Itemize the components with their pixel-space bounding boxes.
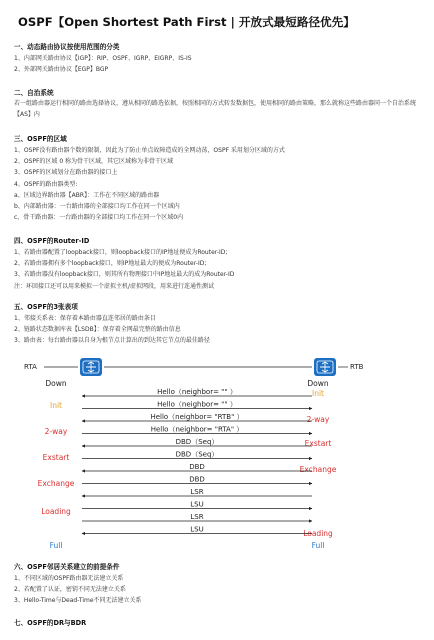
section-heading: 四、OSPF的Router-ID bbox=[14, 237, 90, 245]
state-label-right-exchange: Exchange bbox=[299, 465, 337, 474]
list-item: 1、邻接关系表：保存着本路由器直连邻居的路由条目 bbox=[14, 315, 156, 322]
list-item: 2、链路状态数据库表【LSDB】：保存着全网最完整的路由信息 bbox=[14, 326, 181, 334]
section-heading: 一、动态路由协议按使用范围的分类 bbox=[14, 43, 120, 51]
section-as bbox=[14, 88, 424, 120]
section-router-id bbox=[14, 236, 424, 292]
message-label: LSR bbox=[190, 513, 204, 521]
section-three-tables bbox=[14, 302, 424, 347]
section-neighbor-conditions bbox=[14, 562, 424, 607]
message-label: Hello（neighbor= "" ） bbox=[157, 388, 237, 396]
state-label-left-exstart: Exstart bbox=[42, 453, 70, 462]
section-heading: 二、自治系统 bbox=[14, 89, 54, 97]
section-igp-egp bbox=[14, 42, 424, 75]
section-heading: 三、OSPF的区域 bbox=[14, 135, 67, 143]
message-label: Hello（neighbor= "RTB" ） bbox=[150, 413, 244, 421]
section-heading: 六、OSPF邻居关系建立的前提条件 bbox=[14, 563, 120, 571]
router-label-rtb: RTB bbox=[350, 363, 364, 371]
list-item: 4、OSPF的路由器类型: bbox=[14, 180, 78, 188]
page-title: OSPF【Open Shortest Path First | 开放式最短路径优先】 bbox=[18, 15, 355, 29]
message-label: Hello（neighbor= "RTA" ） bbox=[150, 425, 244, 434]
state-label-left-2way: 2-way bbox=[44, 427, 68, 436]
list-item: 1、OSPF没有路由器个数的限制，因此为了防止单点故障造成的全网动荡，OSPF 采用划分区域的方式 bbox=[14, 147, 285, 154]
section-heading: 五、OSPF的3张表项 bbox=[14, 303, 78, 311]
section-ospf-area bbox=[14, 134, 424, 223]
list-item: 注：环回接口还可以用来模拟一个虚拟主机/虚拟网段，用来进行连通性测试 bbox=[14, 282, 215, 290]
message-sequence bbox=[82, 388, 312, 534]
list-item: c、骨干路由器：一台路由器的全部接口均工作在同一个区域0内 bbox=[14, 214, 184, 222]
list-item: 1、若路由器配置了loopback接口，则loopback接口的IP地址便成为Router-ID; bbox=[14, 249, 228, 256]
section-heading: 七、OSPF的DR与BDR bbox=[14, 619, 87, 627]
section-dr-bdr bbox=[14, 618, 424, 629]
router-label-rta: RTA bbox=[24, 363, 37, 371]
state-label-left-init: Init bbox=[50, 401, 62, 410]
message-label: DBD bbox=[189, 463, 205, 471]
list-item: 2、若路由器拥有多个loopback接口，则IP地址最大的便成为Router-ID; bbox=[14, 260, 207, 268]
state-label-right-2way: 2-way bbox=[306, 415, 330, 424]
message-label: LSR bbox=[190, 488, 204, 496]
list-item: 3、OSPF的区域划分在路由器的接口上 bbox=[14, 169, 118, 177]
list-item: 2、OSPF的区域 0 称为骨干区域，其它区域称为非骨干区域 bbox=[14, 158, 174, 166]
list-item: 3、若路由器没有loopback接口，则其所有物理接口中IP地址最大的成为Router-ID bbox=[14, 271, 235, 279]
state-label-left-loading: Loading bbox=[41, 507, 71, 516]
state-label-right-init: Init bbox=[312, 389, 324, 398]
list-item: 3、Hello-Time与Dead-Time不同无法建立关系 bbox=[14, 597, 142, 605]
state-label-left-full: Full bbox=[49, 541, 63, 550]
state-label-right-down: Down bbox=[307, 379, 329, 388]
list-item: 3、路由表：每台路由器以自身为根节点计算出的到达其它节点的最佳路径 bbox=[14, 337, 210, 345]
router-icon bbox=[80, 358, 102, 376]
ospf-neighbor-diagram bbox=[0, 356, 434, 556]
message-label: DBD（Seq） bbox=[175, 450, 219, 459]
message-label: LSU bbox=[190, 525, 204, 534]
list-item: 2、若配置了认证，密钥不同无法建立关系 bbox=[14, 586, 126, 594]
state-label-right-loading: Loading bbox=[303, 529, 333, 538]
state-label-right-exstart: Exstart bbox=[304, 439, 332, 448]
state-label-right-full: Full bbox=[311, 541, 325, 550]
message-label: DBD bbox=[189, 475, 205, 484]
state-label-left-exchange: Exchange bbox=[37, 479, 75, 488]
state-label-left-down: Down bbox=[45, 379, 67, 388]
list-item: 1、不同区域的OSPF路由器无法建立关系 bbox=[14, 575, 124, 582]
message-label: DBD（Seq） bbox=[175, 438, 219, 446]
paragraph: 若一组路由器运行相同的路由选择协议，遵从相同的路选依据，按照相同的方式转发数据包，使用相同的路由策略，那么就称这些路由器同一个自治系统【AS】内 bbox=[14, 100, 417, 118]
diagram-canvas bbox=[0, 356, 434, 556]
list-item: 1、内部网关路由协议【IGP】：RIP、OSPF、IGRP、EIGRP、IS-IS bbox=[14, 55, 192, 62]
message-label: LSU bbox=[190, 500, 204, 509]
list-item: b、内部路由器：一台路由器的全部接口均工作在同一个区域内 bbox=[14, 203, 180, 211]
list-item: a、区域边界路由器【ABR】：工作在不同区域的路由器 bbox=[14, 191, 160, 199]
message-label: Hello（neighbor= "" ） bbox=[157, 400, 237, 409]
list-item: 2、外部网关路由协议【EGP】BGP bbox=[14, 66, 109, 74]
router-icon bbox=[314, 358, 336, 376]
